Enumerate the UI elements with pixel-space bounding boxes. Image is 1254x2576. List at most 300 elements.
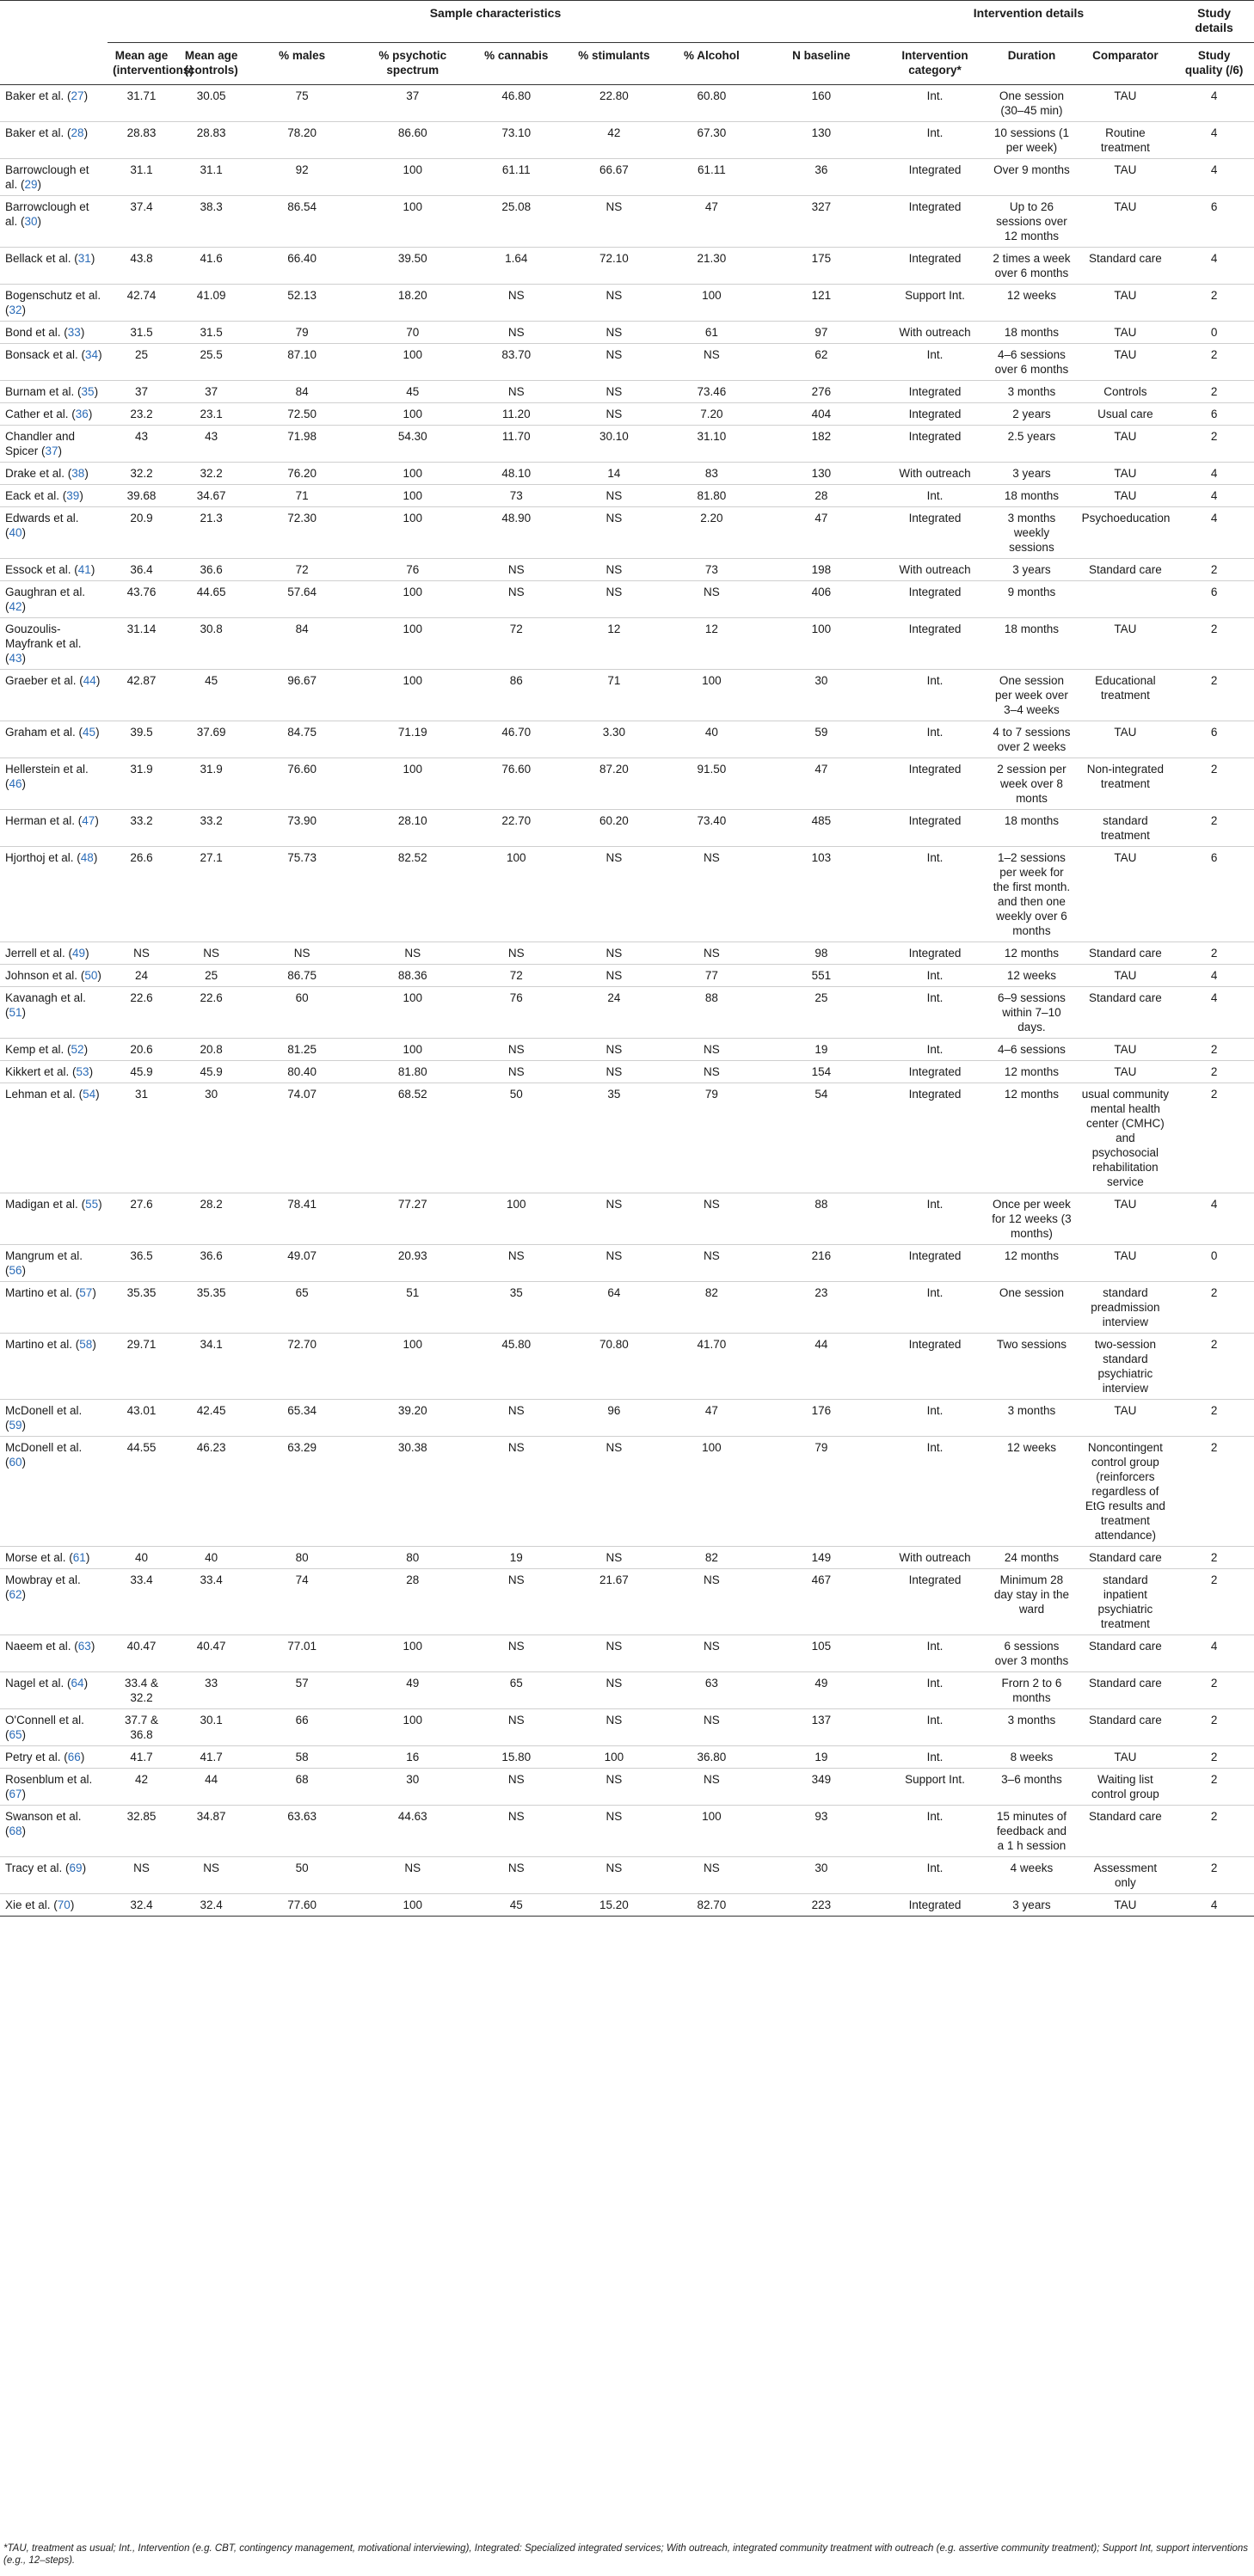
duration-cell: 3 years [987,559,1076,581]
pct-males-cell: 81.25 [247,1039,356,1061]
intervention-category-cell: Integrated [883,1334,987,1400]
mean-age-int-cell: NS [108,1857,175,1894]
reference-link[interactable]: 37 [45,445,58,457]
intervention-category-cell: Int. [883,344,987,381]
n-baseline-cell: 485 [759,810,883,847]
reference-link[interactable]: 29 [24,178,38,191]
column-header-2: Mean age (controls) [175,43,247,85]
comparator-cell: Waiting list control group [1077,1769,1175,1806]
pct-males-cell: 79 [247,322,356,344]
reference-link[interactable]: 68 [9,1825,22,1837]
pct-males-cell: 58 [247,1746,356,1769]
duration-cell: 12 weeks [987,285,1076,322]
comparator-cell: TAU [1077,344,1175,381]
mean-age-ctrl-cell: 31.1 [175,159,247,196]
study-quality-cell: 4 [1174,507,1254,559]
comparator-cell: Educational treatment [1077,670,1175,721]
study-cell: Graham et al. (45) [0,721,108,758]
study-name: Barrowclough et al. [5,163,89,191]
comparator-cell: Assessment only [1077,1857,1175,1894]
study-quality-cell: 2 [1174,810,1254,847]
reference-link[interactable]: 54 [83,1088,96,1101]
comparator-cell: Standard care [1077,987,1175,1039]
pct-psychotic-cell: 100 [357,507,469,559]
study-name: Xie et al. [5,1898,51,1911]
duration-cell: 2 years [987,403,1076,426]
comparator-cell: Standard care [1077,1709,1175,1746]
duration-cell: 10 sessions (1 per week) [987,122,1076,159]
reference-link[interactable]: 66 [67,1751,81,1763]
study-cell: Baker et al. (27) [0,85,108,122]
mean-age-int-cell: 27.6 [108,1193,175,1245]
pct-stimulants-cell: NS [564,485,664,507]
reference-link[interactable]: 49 [72,947,86,960]
reference-link[interactable]: 65 [9,1728,22,1741]
reference-link[interactable]: 56 [9,1264,22,1277]
intervention-category-cell: Int. [883,1806,987,1857]
intervention-category-cell: Integrated [883,507,987,559]
comparator-cell: TAU [1077,285,1175,322]
table-row [0,987,1254,1039]
reference-link[interactable]: 31 [77,252,91,265]
reference-link[interactable]: 51 [9,1006,22,1019]
study-name: Martino et al. [5,1286,73,1299]
reference-link[interactable]: 64 [71,1677,84,1690]
reference-link[interactable]: 44 [83,674,96,687]
study-name: Bonsack et al. [5,348,78,361]
pct-alcohol-cell: 82 [664,1282,759,1334]
study-name: Lehman et al. [5,1088,76,1101]
duration-cell: 4 to 7 sessions over 2 weeks [987,721,1076,758]
pct-stimulants-cell: NS [564,1245,664,1282]
study-name: Chandler and Spicer [5,430,76,457]
pct-alcohol-cell: 63 [664,1672,759,1709]
pct-males-cell: 74 [247,1569,356,1635]
pct-stimulants-cell: NS [564,322,664,344]
study-quality-cell: 2 [1174,1857,1254,1894]
duration-cell: 6–9 sessions within 7–10 days. [987,987,1076,1039]
reference-link[interactable]: 46 [9,777,22,790]
reference-link[interactable]: 48 [80,851,94,864]
pct-alcohol-cell: 7.20 [664,403,759,426]
intervention-category-cell: Int. [883,847,987,942]
comparator-cell: Standard care [1077,1547,1175,1569]
pct-alcohol-cell: 73.46 [664,381,759,403]
pct-cannabis-cell: 25.08 [469,196,564,248]
pct-males-cell: 65.34 [247,1400,356,1437]
pct-cannabis-cell: 61.11 [469,159,564,196]
study-cell: Mangrum et al. (56) [0,1245,108,1282]
intervention-category-cell: Int. [883,965,987,987]
reference-link[interactable]: 60 [9,1456,22,1469]
pct-stimulants-cell: 71 [564,670,664,721]
pct-stimulants-cell: NS [564,1635,664,1672]
table-row [0,344,1254,381]
pct-cannabis-cell: NS [469,1635,564,1672]
table-row [0,463,1254,485]
pct-cannabis-cell: NS [469,1769,564,1806]
intervention-category-cell: Integrated [883,426,987,463]
mean-age-ctrl-cell: 30.1 [175,1709,247,1746]
pct-males-cell: 96.67 [247,670,356,721]
study-name: Essock et al. [5,563,71,576]
study-name: Mowbray et al. [5,1573,81,1586]
reference-link[interactable]: 47 [82,814,95,827]
mean-age-ctrl-cell: 41.6 [175,248,247,285]
study-name: Barrowclough et al. [5,200,89,228]
study-quality-cell: 6 [1174,847,1254,942]
mean-age-int-cell: 32.4 [108,1894,175,1917]
study-name: Drake et al. [5,467,65,480]
study-quality-cell: 4 [1174,965,1254,987]
n-baseline-cell: 406 [759,581,883,618]
study-cell: Hellerstein et al. (46) [0,758,108,810]
mean-age-int-cell: 43.76 [108,581,175,618]
pct-males-cell: 84.75 [247,721,356,758]
pct-stimulants-cell: NS [564,847,664,942]
n-baseline-cell: 160 [759,85,883,122]
study-quality-cell: 4 [1174,1193,1254,1245]
pct-psychotic-cell: 88.36 [357,965,469,987]
intervention-category-cell: Int. [883,987,987,1039]
pct-cannabis-cell: 65 [469,1672,564,1709]
n-baseline-cell: 28 [759,485,883,507]
study-name: Johnson et al. [5,969,78,982]
reference-link[interactable]: 40 [9,526,22,539]
table-row [0,485,1254,507]
pct-cannabis-cell: NS [469,942,564,965]
study-cell: Edwards et al. (40) [0,507,108,559]
comparator-cell: TAU [1077,85,1175,122]
study-name: Nagel et al. [5,1677,65,1690]
study-cell: Nagel et al. (64) [0,1672,108,1709]
pct-males-cell: 74.07 [247,1083,356,1193]
study-quality-cell: 6 [1174,403,1254,426]
pct-psychotic-cell: 100 [357,670,469,721]
pct-psychotic-cell: 39.50 [357,248,469,285]
mean-age-int-cell: 24 [108,965,175,987]
pct-stimulants-cell: NS [564,1672,664,1709]
mean-age-int-cell: 37.4 [108,196,175,248]
n-baseline-cell: 30 [759,1857,883,1894]
study-quality-cell: 0 [1174,1245,1254,1282]
mean-age-ctrl-cell: 44 [175,1769,247,1806]
study-cell: Morse et al. (61) [0,1547,108,1569]
reference-link[interactable]: 62 [9,1588,22,1601]
mean-age-ctrl-cell: 30.05 [175,85,247,122]
pct-psychotic-cell: NS [357,1857,469,1894]
reference-link[interactable]: 50 [84,969,98,982]
mean-age-int-cell: 31.71 [108,85,175,122]
reference-link[interactable]: 41 [77,563,91,576]
reference-link[interactable]: 70 [57,1898,71,1911]
intervention-category-cell: Integrated [883,758,987,810]
reference-link[interactable]: 32 [9,304,22,316]
pct-alcohol-cell: 61 [664,322,759,344]
pct-cannabis-cell: 83.70 [469,344,564,381]
study-cell: Chandler and Spicer (37) [0,426,108,463]
study-cell: Bellack et al. (31) [0,248,108,285]
study-cell: Bonsack et al. (34) [0,344,108,381]
comparator-cell: Usual care [1077,403,1175,426]
pct-psychotic-cell: 44.63 [357,1806,469,1857]
intervention-category-cell: With outreach [883,463,987,485]
pct-cannabis-cell: NS [469,1245,564,1282]
pct-cannabis-cell: 50 [469,1083,564,1193]
table-row [0,285,1254,322]
reference-link[interactable]: 39 [66,489,80,502]
duration-cell: 3 years [987,463,1076,485]
table-header [0,1,1254,85]
pct-psychotic-cell: 68.52 [357,1083,469,1193]
pct-psychotic-cell: 100 [357,1635,469,1672]
pct-psychotic-cell: 54.30 [357,426,469,463]
n-baseline-cell: 130 [759,122,883,159]
pct-alcohol-cell: 47 [664,1400,759,1437]
mean-age-ctrl-cell: 38.3 [175,196,247,248]
reference-link[interactable]: 43 [9,652,22,665]
pct-stimulants-cell: 96 [564,1400,664,1437]
header-blank [0,1,108,43]
study-quality-cell: 4 [1174,159,1254,196]
study-cell: Hjorthoj et al. (48) [0,847,108,942]
pct-males-cell: 86.75 [247,965,356,987]
intervention-category-cell: Integrated [883,581,987,618]
n-baseline-cell: 105 [759,1635,883,1672]
study-name: Jerrell et al. [5,947,65,960]
mean-age-ctrl-cell: 33 [175,1672,247,1709]
duration-cell: Minimum 28 day stay in the ward [987,1569,1076,1635]
table-row [0,721,1254,758]
pct-alcohol-cell: NS [664,1857,759,1894]
reference-link[interactable]: 34 [85,348,99,361]
mean-age-ctrl-cell: 35.35 [175,1282,247,1334]
pct-stimulants-cell: NS [564,381,664,403]
study-name: Graeber et al. [5,674,77,687]
intervention-category-cell: Integrated [883,618,987,670]
reference-link[interactable]: 38 [71,467,85,480]
study-quality-cell: 4 [1174,85,1254,122]
comparator-cell: TAU [1077,1039,1175,1061]
table-row [0,618,1254,670]
mean-age-ctrl-cell: 34.67 [175,485,247,507]
table-row [0,942,1254,965]
pct-cannabis-cell: NS [469,1061,564,1083]
study-quality-cell: 2 [1174,285,1254,322]
pct-alcohol-cell: NS [664,1569,759,1635]
pct-stimulants-cell: NS [564,1709,664,1746]
study-quality-cell: 2 [1174,1769,1254,1806]
pct-males-cell: 49.07 [247,1245,356,1282]
mean-age-int-cell: 32.2 [108,463,175,485]
reference-link[interactable]: 52 [71,1043,84,1056]
n-baseline-cell: 121 [759,285,883,322]
comparator-cell [1077,581,1175,618]
table-row [0,1806,1254,1857]
reference-link[interactable]: 59 [9,1419,22,1432]
study-cell: Jerrell et al. (49) [0,942,108,965]
n-baseline-cell: 25 [759,987,883,1039]
comparator-cell: standard preadmission interview [1077,1282,1175,1334]
mean-age-int-cell: 40 [108,1547,175,1569]
column-header-1: Mean age (interventions) [108,43,175,85]
study-quality-cell: 2 [1174,426,1254,463]
pct-cannabis-cell: NS [469,285,564,322]
pct-cannabis-cell: 48.90 [469,507,564,559]
comparator-cell: TAU [1077,1245,1175,1282]
pct-males-cell: 77.60 [247,1894,356,1917]
n-baseline-cell: 79 [759,1437,883,1547]
study-name: Mangrum et al. [5,1249,83,1262]
duration-cell: 12 months [987,1245,1076,1282]
table-row [0,1400,1254,1437]
study-name: Kemp et al. [5,1043,65,1056]
pct-stimulants-cell: NS [564,403,664,426]
comparator-cell: Non-integrated treatment [1077,758,1175,810]
pct-psychotic-cell: 49 [357,1672,469,1709]
study-name: Graham et al. [5,726,76,739]
mean-age-ctrl-cell: 22.6 [175,987,247,1039]
reference-link[interactable]: 57 [79,1286,93,1299]
duration-cell: 4–6 sessions over 6 months [987,344,1076,381]
duration-cell: 24 months [987,1547,1076,1569]
study-quality-cell: 2 [1174,344,1254,381]
pct-psychotic-cell: 16 [357,1746,469,1769]
table-row [0,1282,1254,1334]
column-header-4: % psychotic spectrum [357,43,469,85]
reference-link[interactable]: 63 [77,1640,91,1653]
mean-age-int-cell: 37.7 & 36.8 [108,1709,175,1746]
pct-psychotic-cell: 100 [357,196,469,248]
intervention-category-cell: Int. [883,670,987,721]
pct-males-cell: 80 [247,1547,356,1569]
study-quality-cell: 6 [1174,721,1254,758]
pct-alcohol-cell: 83 [664,463,759,485]
study-quality-cell: 2 [1174,670,1254,721]
comparator-cell: Standard care [1077,942,1175,965]
reference-link[interactable]: 33 [67,326,81,339]
reference-link[interactable]: 27 [71,89,84,102]
column-header-9: Intervention category* [883,43,987,85]
duration-cell: 4–6 sessions [987,1039,1076,1061]
reference-link[interactable]: 61 [72,1551,86,1564]
mean-age-int-cell: 33.4 & 32.2 [108,1672,175,1709]
pct-psychotic-cell: 18.20 [357,285,469,322]
pct-stimulants-cell: 22.80 [564,85,664,122]
reference-link[interactable]: 36 [75,408,89,420]
pct-stimulants-cell: NS [564,196,664,248]
pct-alcohol-cell: 79 [664,1083,759,1193]
table-row [0,758,1254,810]
pct-cannabis-cell: 11.20 [469,403,564,426]
mean-age-ctrl-cell: 42.45 [175,1400,247,1437]
n-baseline-cell: 276 [759,381,883,403]
study-name: Baker et al. [5,126,65,139]
intervention-category-cell: Int. [883,1857,987,1894]
pct-alcohol-cell: 41.70 [664,1334,759,1400]
intervention-category-cell: Int. [883,1709,987,1746]
pct-males-cell: 72.70 [247,1334,356,1400]
n-baseline-cell: 30 [759,670,883,721]
pct-males-cell: 77.01 [247,1635,356,1672]
pct-psychotic-cell: 81.80 [357,1061,469,1083]
comparator-cell: TAU [1077,721,1175,758]
pct-alcohol-cell: 36.80 [664,1746,759,1769]
mean-age-ctrl-cell: 34.87 [175,1806,247,1857]
pct-cannabis-cell: 46.70 [469,721,564,758]
reference-link[interactable]: 35 [81,385,95,398]
table-row [0,670,1254,721]
pct-alcohol-cell: NS [664,1769,759,1806]
table-row [0,965,1254,987]
pct-alcohol-cell: NS [664,1061,759,1083]
pct-males-cell: 57 [247,1672,356,1709]
pct-cannabis-cell: NS [469,322,564,344]
table-row [0,403,1254,426]
pct-stimulants-cell: 64 [564,1282,664,1334]
table-row [0,1437,1254,1547]
pct-males-cell: 80.40 [247,1061,356,1083]
pct-cannabis-cell: NS [469,381,564,403]
pct-stimulants-cell: NS [564,1547,664,1569]
pct-psychotic-cell: 70 [357,322,469,344]
pct-stimulants-cell: 72.10 [564,248,664,285]
study-quality-cell: 2 [1174,559,1254,581]
intervention-category-cell: Int. [883,485,987,507]
reference-link[interactable]: 28 [71,126,84,139]
comparator-cell: TAU [1077,1746,1175,1769]
comparator-cell: TAU [1077,1193,1175,1245]
reference-link[interactable]: 30 [24,215,38,228]
reference-link[interactable]: 53 [76,1065,89,1078]
duration-cell: 6 sessions over 3 months [987,1635,1076,1672]
duration-cell: 12 weeks [987,965,1076,987]
comparator-cell: TAU [1077,322,1175,344]
pct-stimulants-cell: 30.10 [564,426,664,463]
study-quality-cell: 2 [1174,1437,1254,1547]
pct-stimulants-cell: 35 [564,1083,664,1193]
reference-link[interactable]: 69 [69,1861,83,1874]
intervention-category-cell: Integrated [883,403,987,426]
pct-stimulants-cell: 60.20 [564,810,664,847]
group-header-sample: Sample characteristics [108,1,883,43]
n-baseline-cell: 23 [759,1282,883,1334]
study-quality-cell: 2 [1174,1039,1254,1061]
pct-stimulants-cell: NS [564,1769,664,1806]
study-cell: Kavanagh et al. (51) [0,987,108,1039]
reference-link[interactable]: 42 [9,600,22,613]
mean-age-ctrl-cell: 20.8 [175,1039,247,1061]
table-row [0,248,1254,285]
pct-cannabis-cell: NS [469,559,564,581]
n-baseline-cell: 175 [759,248,883,285]
duration-cell: 3 months [987,1709,1076,1746]
reference-link[interactable]: 55 [85,1198,99,1211]
reference-link[interactable]: 67 [9,1788,22,1800]
pct-alcohol-cell: 2.20 [664,507,759,559]
pct-cannabis-cell: 45 [469,1894,564,1917]
intervention-category-cell: Integrated [883,381,987,403]
column-header-8: N baseline [759,43,883,85]
study-quality-cell: 2 [1174,1282,1254,1334]
study-cell: Gaughran et al. (42) [0,581,108,618]
comparator-cell: usual community mental health center (CMHC) and psychosocial rehabilitation service [1077,1083,1175,1193]
n-baseline-cell: 154 [759,1061,883,1083]
pct-psychotic-cell: 20.93 [357,1245,469,1282]
reference-link[interactable]: 58 [79,1338,93,1351]
reference-link[interactable]: 45 [83,726,96,739]
pct-males-cell: 65 [247,1282,356,1334]
